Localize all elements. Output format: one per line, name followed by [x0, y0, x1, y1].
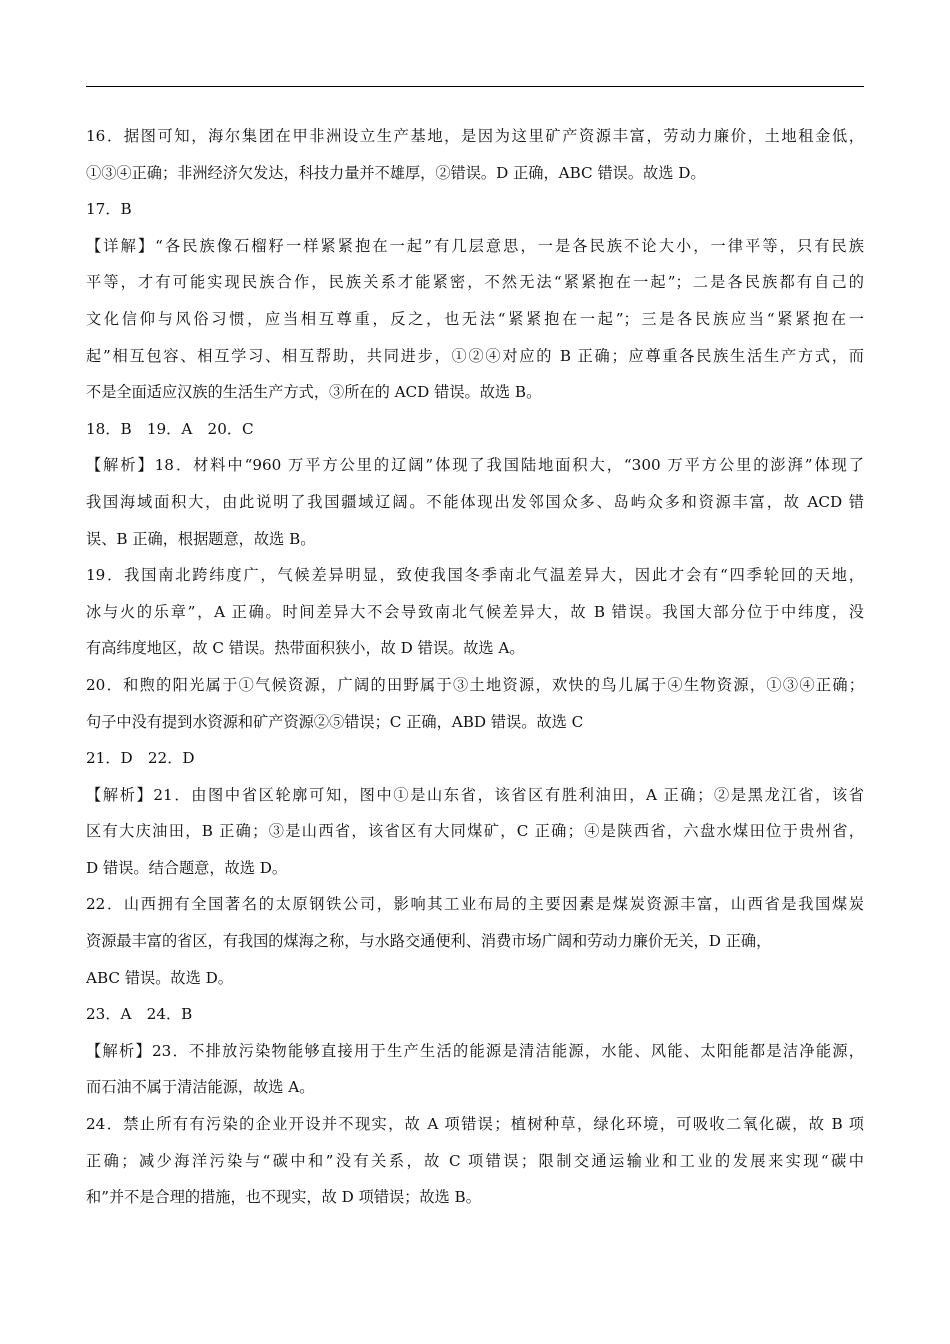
text-line: 不是全面适应汉族的生活生产方式，③所在的 ACD 错误。故选 B。 — [86, 383, 542, 402]
answer-key-line: 17．B — [86, 200, 132, 219]
text-line: 而石油不属于清洁能源，故选 A。 — [86, 1078, 315, 1097]
text-line: 区有大庆油田，B 正确；③是山西省，该省区有大同煤矿，C 正确；④是陕西省，六盘水煤田位于贵州省， — [86, 822, 864, 841]
text-line: 误、B 正确，根据题意，故选 B。 — [86, 529, 316, 548]
text-line: 19．我国南北跨纬度广，气候差异明显，致使我国冬季南北气温差异大，因此才会有“四季轮回的天地， — [86, 566, 864, 585]
header-rule — [86, 86, 864, 87]
text-line: 【解析】18．材料中“960 万平方公里的辽阔”体现了我国陆地面积大，“300 万平方公里的澎湃”体现了 — [86, 456, 864, 475]
text-line: 20．和煦的阳光属于①气候资源，广阔的田野属于③土地资源，欢快的鸟儿属于④生物资源，①③④正确； — [86, 675, 864, 694]
answer-key-line: 23．A 24．B — [86, 1005, 193, 1024]
text-line: 【详解】“各民族像石榴籽一样紧紧抱在一起”有几层意思，一是各民族不论大小，一律平等，只有民族 — [86, 236, 864, 255]
text-line: D 错误。结合题意，故选 D。 — [86, 858, 288, 877]
text-line: 平等，才有可能实现民族合作，民族关系才能紧密，不然无法“紧紧抱在一起”；二是各民族都有自己的 — [86, 273, 864, 292]
text-line: 【解析】23．不排放污染物能够直接用于生产生活的能源是清洁能源，水能、风能、太阳能都是洁净能源， — [86, 1041, 864, 1060]
text-line: 24．禁止所有有污染的企业开设并不现实，故 A 项错误；植树种草，绿化环境，可吸收二氧化碳，故 B 项 — [86, 1115, 864, 1134]
text-line: 【解析】21．由图中省区轮廓可知，图中①是山东省，该省区有胜利油田，A 正确；②是黑龙江省，该省 — [86, 785, 864, 804]
text-line: 22．山西拥有全国著名的太原钢铁公司，影响其工业布局的主要因素是煤炭资源丰富，山西省是我国煤炭 — [86, 895, 864, 914]
answer-key-line: 18．B 19．A 20．C — [86, 419, 254, 438]
text-line: ①③④正确；非洲经济欠发达，科技力量并不雄厚，②错误。D 正确，ABC 错误。故选 D。 — [86, 163, 706, 182]
text-line: 和”并不是合理的措施，也不现实，故 D 项错误；故选 B。 — [86, 1188, 481, 1207]
answer-key-line: 21．D 22．D — [86, 749, 195, 768]
text-line: ABC 错误。故选 D。 — [86, 968, 233, 987]
answer-text-body — [86, 118, 864, 1216]
text-line: 资源最丰富的省区，有我国的煤海之称，与水路交通便利、消费市场广阔和劳动力廉价无关，D 正确， — [86, 932, 772, 951]
text-line: 16．据图可知，海尔集团在甲非洲设立生产基地，是因为这里矿产资源丰富，劳动力廉价，土地租金低， — [86, 127, 864, 145]
text-line: 正确；减少海洋污染与“碳中和”没有关系，故 C 项错误；限制交通运输业和工业的发展来实现“碳中 — [86, 1151, 864, 1170]
text-line: 冰与火的乐章”，A 正确。时间差异大不会导致南北气候差异大，故 B 错误。我国大部分位于中纬度，没 — [86, 602, 864, 621]
text-line: 起”相互包容、相互学习、相互帮助，共同进步，①②④对应的 B 正确；应尊重各民族生活生产方式，而 — [86, 346, 864, 365]
text-line: 我国海域面积大，由此说明了我国疆域辽阔。不能体现出发邻国众多、岛屿众多和资源丰富，故 ACD 错 — [86, 492, 864, 511]
text-line: 文化信仰与风俗习惯，应当相互尊重，反之，也无法“紧紧抱在一起”；三是各民族应当“紧紧抱在一 — [86, 309, 864, 328]
text-line: 句子中没有提到水资源和矿产资源②⑤错误；C 正确，ABD 错误。故选 C — [86, 712, 584, 731]
text-line: 有高纬度地区，故 C 错误。热带面积狭小，故 D 错误。故选 A。 — [86, 639, 525, 658]
